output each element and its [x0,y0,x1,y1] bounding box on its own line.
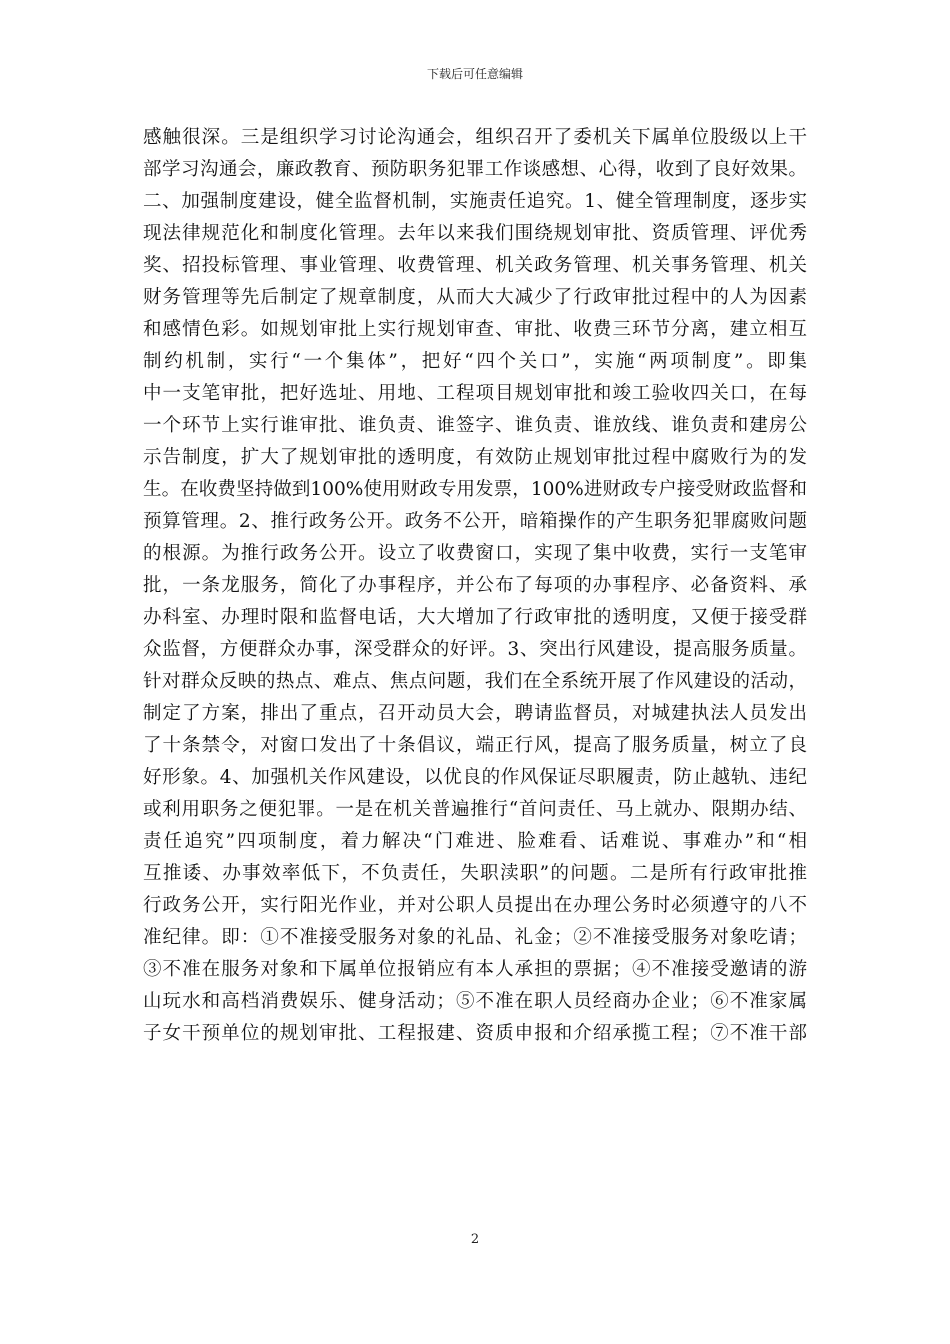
body-line-12: 生。在收费坚持做到100%使用财政专用发票，100%进财政专户接受财政监督和 [143,479,807,500]
body-line-2: 部学习沟通会，廉政教育、预防职务犯罪工作谈感想、心得，收到了良好效果。 [143,159,807,180]
document-body [143,122,807,1050]
body-line-19: 制定了方案，排出了重点，召开动员大会，聘请监督员，对城建执法人员发出 [143,703,807,724]
body-line-7: 和感情色彩。如规划审批上实行规划审查、审批、收费三环节分离，建立相互 [143,319,807,340]
body-line-1: 感触很深。三是组织学习讨论沟通会，组织召开了委机关下属单位股级以上干 [143,127,807,148]
body-line-23: 责任追究”四项制度，着力解决“门难进、脸难看、话难说、事难办”和“相 [143,831,807,852]
body-line-6: 财务管理等先后制定了规章制度，从而大大减少了行政审批过程中的人为因素 [143,287,807,308]
body-line-11: 示告制度，扩大了规划审批的透明度，有效防止规划审批过程中腐败行为的发 [143,447,807,468]
body-line-9: 中一支笔审批，把好选址、用地、工程项目规划审批和竣工验收四关口，在每 [143,383,807,404]
body-line-27: ③不准在服务对象和下属单位报销应有本人承担的票据；④不准接受邀请的游 [143,959,807,980]
page-header: 下载后可任意编辑 [426,67,523,81]
body-line-3: 二、加强制度建设，健全监督机制，实施责任追究。1、健全管理制度，逐步实 [143,191,807,212]
body-line-8: 制约机制，实行“一个集体”，把好“四个关口”，实施“两项制度”。即集 [143,351,807,372]
body-line-16: 办科室、办理时限和监督电话，大大增加了行政审批的透明度，又便于接受群 [143,607,807,628]
body-line-17: 众监督，方便群众办事，深受群众的好评。3、突出行风建设，提高服务质量。 [143,639,807,660]
page-number: 2 [470,1232,480,1247]
body-line-10: 一个环节上实行谁审批、谁负责、谁签字、谁负责、谁放线、谁负责和建房公 [143,415,807,436]
body-line-26: 准纪律。即：①不准接受服务对象的礼品、礼金；②不准接受服务对象吃请； [143,927,807,948]
body-line-22: 或利用职务之便犯罪。一是在机关普遍推行“首问责任、马上就办、限期办结、 [143,799,807,820]
body-line-13: 预算管理。2、推行政务公开。政务不公开，暗箱操作的产生职务犯罪腐败问题 [143,511,807,532]
body-line-14: 的根源。为推行政务公开。设立了收费窗口，实现了集中收费，实行一支笔审 [143,543,807,564]
body-line-18: 针对群众反映的热点、难点、焦点问题，我们在全系统开展了作风建设的活动， [143,671,807,692]
body-line-21: 好形象。4、加强机关作风建设，以优良的作风保证尽职履责，防止越轨、违纪 [143,767,807,788]
body-line-28: 山玩水和高档消费娱乐、健身活动；⑤不准在职人员经商办企业；⑥不准家属 [143,991,807,1012]
body-line-5: 奖、招投标管理、事业管理、收费管理、机关政务管理、机关事务管理、机关 [143,255,807,276]
body-line-4: 现法律规范化和制度化管理。去年以来我们围绕规划审批、资质管理、评优秀 [143,223,807,244]
body-line-25: 行政务公开，实行阳光作业，并对公职人员提出在办理公务时必须遵守的八不 [143,895,807,916]
body-line-29: 子女干预单位的规划审批、工程报建、资质申报和介绍承揽工程；⑦不准干部 [143,1023,807,1044]
body-line-20: 了十条禁令，对窗口发出了十条倡议，端正行风，提高了服务质量，树立了良 [143,735,807,756]
body-line-15: 批，一条龙服务，简化了办事程序，并公布了每项的办事程序、必备资料、承 [143,575,807,596]
body-line-24: 互推诿、办事效率低下，不负责任，失职渎职”的问题。二是所有行政审批推 [143,863,807,884]
